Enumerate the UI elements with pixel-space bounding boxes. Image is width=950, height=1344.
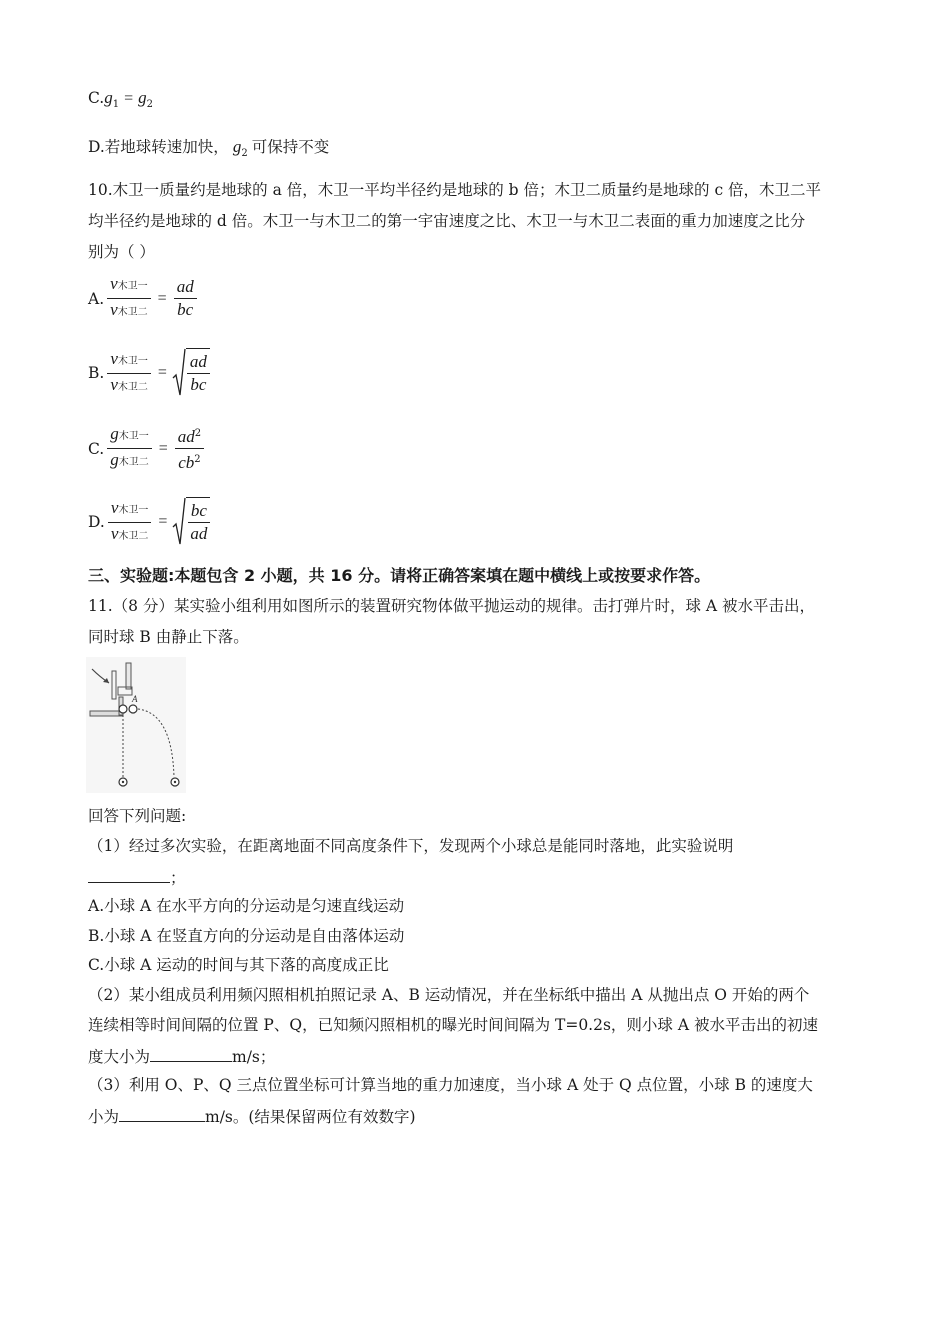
- subscript: 木卫一: [117, 281, 148, 292]
- section-heading: 三、实验题:本题包含 2 小题，共 16 分。请将正确答案填在题中横线上或按要求作答。: [88, 566, 711, 585]
- punctuation: ；: [170, 869, 186, 887]
- denominator: ad: [190, 524, 208, 543]
- equals-sign: =: [157, 289, 167, 307]
- text: 小为: [88, 1108, 120, 1126]
- option-label: C.: [88, 89, 105, 107]
- radical-sign-icon: [172, 348, 186, 398]
- symbol-v: v: [110, 497, 119, 517]
- part3-line2: [88, 1105, 416, 1127]
- symbol-g: g: [110, 450, 119, 470]
- ratio-lhs: [107, 274, 151, 323]
- part1-line1: （1）经过多次实验，在距离地面不同高度条件下，发现两个小球总是能同时落地，此实验说明: [88, 837, 734, 855]
- stem-line: 别为（ ）: [88, 243, 155, 261]
- subscript: 木卫一: [118, 504, 149, 516]
- stem-line: 同时球 B 由静止下落。: [88, 628, 249, 646]
- denominator: bc: [177, 300, 194, 319]
- stem-line: 10.木卫一质量约是地球的 a 倍，木卫一平均半径约是地球的 b 倍；木卫二质量约是地球的 c 倍，木卫二平: [88, 181, 822, 199]
- part1-option-c: C.小球 A 运动的时间与其下落的高度成正比: [88, 956, 389, 974]
- subscript: 木卫一: [118, 431, 149, 443]
- equals-sign: =: [157, 364, 167, 381]
- subscript: 1: [112, 99, 120, 110]
- text: m/s；: [232, 1048, 276, 1066]
- square-root: [172, 497, 210, 547]
- option-label: B.: [88, 364, 105, 382]
- ratio-lhs: [107, 424, 152, 473]
- q11-stem: [88, 591, 868, 653]
- ratio-rhs: [174, 277, 197, 320]
- numerator: ad: [177, 427, 195, 447]
- denominator: cb: [178, 453, 195, 473]
- equals-sign: =: [124, 90, 134, 107]
- symbol-v: v: [110, 300, 118, 319]
- symbol-v: v: [110, 274, 118, 293]
- subscript: 木卫二: [118, 457, 149, 469]
- part1-line2: [88, 866, 186, 888]
- q10-option-c: [88, 424, 206, 473]
- option-text: 可保持不变: [251, 138, 330, 156]
- q10-option-a: [88, 274, 199, 323]
- ratio-lhs: [108, 498, 152, 547]
- option-label: D.: [88, 513, 105, 531]
- symbol-v: v: [110, 523, 119, 543]
- text: m/s。(结果保留两位有效数字): [205, 1108, 416, 1126]
- part2-line3: [88, 1045, 275, 1067]
- option-label: C.: [88, 439, 105, 458]
- q10-stem: [88, 175, 868, 268]
- answer-blank[interactable]: [150, 1045, 232, 1062]
- q9-option-c: [88, 88, 153, 115]
- numerator: ad: [189, 352, 207, 371]
- equals-sign: =: [158, 513, 168, 530]
- subscript: 2: [241, 148, 248, 159]
- answer-blank[interactable]: [119, 1105, 205, 1122]
- answer-prompt: 回答下列问题:: [88, 807, 187, 825]
- numerator: bc: [190, 501, 207, 520]
- subscript: 木卫二: [118, 530, 149, 542]
- ball-b: [119, 705, 127, 713]
- subscript: 木卫二: [117, 381, 148, 393]
- option-label: A.: [88, 289, 105, 308]
- ball-a: [129, 705, 137, 713]
- radical-sign-icon: [172, 497, 186, 547]
- subscript: 木卫一: [117, 355, 148, 367]
- part1-option-b: B.小球 A 在竖直方向的分运动是自由落体运动: [88, 927, 405, 945]
- ratio-rhs: [175, 424, 204, 473]
- denominator: bc: [190, 375, 207, 394]
- exponent: 2: [194, 454, 201, 466]
- symbol-g: g: [104, 88, 113, 107]
- exponent: 2: [194, 428, 202, 439]
- projectile-apparatus-figure: [86, 657, 186, 793]
- part2-line2: 连续相等时间间隔的位置 P、Q，已知频闪照相机的曝光时间间隔为 T=0.2s，则小球 A 被水平击出的初速: [88, 1016, 818, 1034]
- subscript: 木卫二: [117, 307, 148, 318]
- part1-option-a: A.小球 A 在水平方向的分运动是匀速直线运动: [88, 897, 405, 915]
- q10-option-d: [88, 497, 210, 547]
- answer-blank[interactable]: [88, 866, 170, 883]
- ball-label: A: [132, 694, 138, 704]
- symbol-v: v: [110, 374, 118, 394]
- q10-option-b: [88, 348, 210, 398]
- part2-line1: （2）某小组成员利用频闪照相机拍照记录 A、B 运动情况，并在坐标纸中描出 A 从抛出点 O 开始的两个: [88, 986, 810, 1004]
- option-text: D.若地球转速加快，: [88, 138, 229, 156]
- stem-line: 11.（8 分）某实验小组利用如图所示的装置研究物体做平抛运动的规律。击打弹片时，球 A 被水平击出，: [88, 597, 815, 615]
- equals-sign: =: [158, 439, 168, 457]
- part3-line1: （3）利用 O、P、Q 三点位置坐标可计算当地的重力加速度，当小球 A 处于 Q 点位置，小球 B 的速度大: [88, 1076, 813, 1094]
- subscript: 2: [146, 99, 154, 110]
- square-root: [172, 348, 210, 398]
- symbol-g: g: [232, 137, 242, 156]
- ratio-lhs: [107, 349, 151, 398]
- symbol-v: v: [110, 348, 118, 368]
- numerator: ad: [176, 277, 194, 296]
- q9-option-d: [88, 137, 329, 164]
- symbol-g: g: [138, 88, 147, 107]
- symbol-g: g: [110, 424, 119, 444]
- text: 度大小为: [88, 1048, 151, 1066]
- stem-line: 均半径约是地球的 d 倍。木卫一与木卫二的第一宇宙速度之比、木卫一与木卫二表面的重力加速度之比分: [88, 212, 806, 230]
